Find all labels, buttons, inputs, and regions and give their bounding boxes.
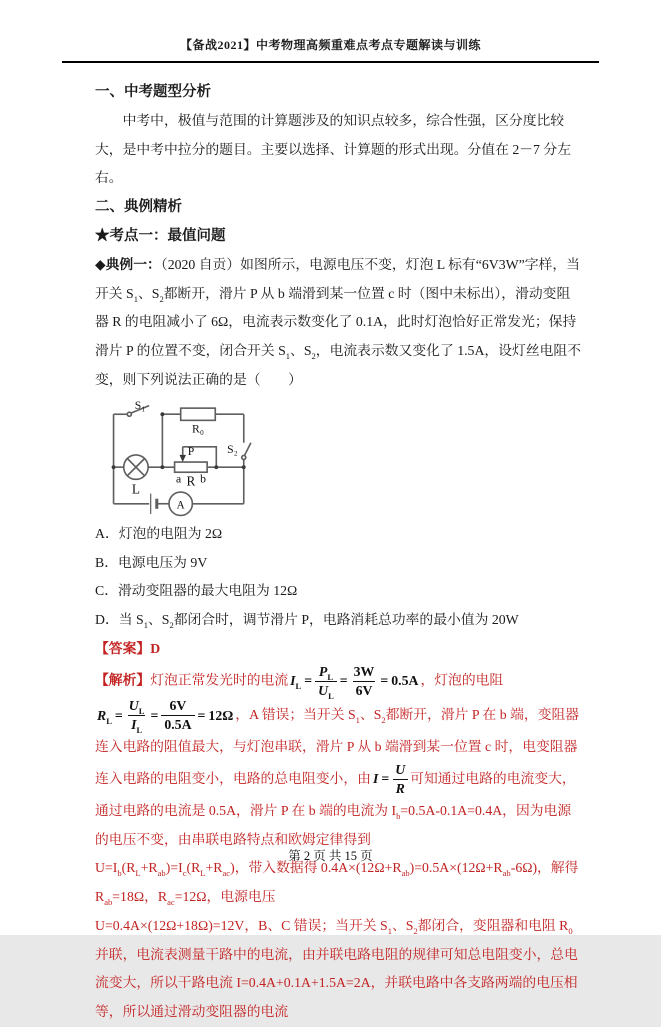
label-lamp: L <box>131 481 140 497</box>
option-c <box>95 577 583 606</box>
analysis-seg-2: ，灯泡的电阻 <box>420 672 504 688</box>
answer-label: 【答案】 <box>95 640 151 656</box>
slider-arrow-icon <box>179 455 186 462</box>
option-c-text: 滑动变阻器的最大电阻为 12Ω <box>118 583 298 599</box>
formula-ohms-law: I = $\frac{U}{R}$ <box>373 762 408 797</box>
label-ammeter: A <box>176 499 185 512</box>
label-s1: S₁ <box>134 398 146 412</box>
switch-s2-icon <box>242 455 246 459</box>
analysis-label: 【解析】 <box>95 672 151 688</box>
option-d-text: 当 $S_1$、$S_2$都闭合时，调节滑片 P，电路消耗总功率的最小值为 20W <box>118 612 519 630</box>
example-question <box>95 251 583 395</box>
section-analysis-paragraph: 中考中，极值与范围的计算题涉及的知识点较多，综合性强，区分度比较大，是中考中拉分的题目。主要以选择、计算题的形式出现。分值在 2－7 分左右。 <box>95 112 571 186</box>
label-a-terminal: a <box>176 472 182 486</box>
answer-value: D <box>150 640 161 656</box>
circuit-diagram <box>101 400 583 518</box>
analysis-paragraph-1 <box>95 664 583 855</box>
formula-lamp-resistance: $R_L$ = $\frac{U_L}{I_L}$ = $\frac{6V}{0.5A}$ = 12Ω <box>97 698 234 736</box>
option-d <box>95 606 583 635</box>
analysis-seg-3: ，A 错误；当开关 $S_1$、$S_2$都断开，滑片 P 在 b 端，变阻器连入电路的阻值最大，与灯泡串联，滑片 P 从 b 端滑到某一位置 c 时，电变阻器连入电路的电阻变小，电路的总电阻变小，由 <box>95 707 580 786</box>
analysis-paragraph-3: U=0.4A×(12Ω+18Ω)=12V，B、C 错误；当开关 $S_1$、$S_2$都闭合，变阻器和电阻 $R_0$并联，电流表测量干路中的电流，由并联电路电阻的规律可知总电阻变小，总电流变大，所以干路电流 I=0.4A+0.1A+1.5A=2A，并联电路中各支路两端的电压相等，所以通过滑动变阻器的电流 <box>95 917 578 1020</box>
label-s2: S₂ <box>227 442 238 456</box>
label-b-terminal: b <box>200 472 206 486</box>
content-area <box>95 74 583 1027</box>
section-heading-analysis: 一、中考题型分析 <box>95 84 211 100</box>
option-b-label: B． <box>95 554 118 570</box>
answer-line <box>95 635 583 664</box>
resistor-r0-icon <box>181 408 216 420</box>
label-r0: R₀ <box>192 422 204 436</box>
header-divider <box>62 61 599 63</box>
circuit-junctions <box>112 412 246 469</box>
page-footer <box>0 846 661 864</box>
label-p: P <box>187 444 195 458</box>
analysis-paragraph-2: $U=I_b(R_L+R_{ab})=I_c(R_L+R_{ac})$，带入数据得 $0.4A\times(12\Omega+R_{ab})=0.5A\times(12\Omega+R_{ab}-6\Omega)$，解得 $R_{ab}=18\Omega$，$R_{ac}=12\Omega$，电源电压 <box>95 860 579 907</box>
label-r: R <box>186 473 196 489</box>
section-heading-examples: 二、典例精析 <box>95 199 182 216</box>
option-d-label: D． <box>95 612 119 628</box>
option-b <box>95 549 583 578</box>
header-title: 【备战2021】中考物理高频重难点考点专题解读与训练 <box>179 38 481 52</box>
formula-lamp-current: $I_L$ = $\frac{P_L}{U_L}$ = $\frac{3W}{6V}$ = 0.5A <box>290 663 419 701</box>
example-label: ◆典例一： <box>95 256 161 272</box>
topic-heading-max-min: ★考点一：最值问题 <box>95 227 226 244</box>
analysis-seg-1: 灯泡正常发光时的电流 <box>150 672 289 688</box>
option-a <box>95 520 583 549</box>
question-text: （2020 自贡）如图所示，电源电压不变，灯泡 L 标有“6V3W”字样，当开关 $S_1$、$S_2$都断开，滑片 P 从 b 端滑到某一位置 c 时（图中未标出），滑动变阻器 R 的电阻减小了 6Ω，电流表示数变化了 0.1A，此时灯泡恰好正常发光；保持滑片 P 的位置不变，闭合开关 $S_1$、$S_2$，电流表示数又变化了 1.5A，设灯丝电阻不变，则下列说法正确的是（ ） <box>95 256 582 387</box>
option-c-label: C． <box>95 583 118 599</box>
page-header <box>0 36 661 53</box>
switch-s1-icon <box>127 412 131 416</box>
option-a-label: A． <box>95 525 119 541</box>
option-b-text: 电源电压为 9V <box>118 554 208 570</box>
footer-page-number: 第 2 页 共 15 页 <box>288 849 373 863</box>
analysis-seg-4: 可知通过电路的电流变大，通过电路的电流是 0.5A，滑片 P 在 b 端的电流为 $I_b=0.5A-0.1A=0.4A$，因为电源的电压不变，由串联电路特点和欧姆定律得到 <box>95 770 576 847</box>
circuit-svg <box>101 400 297 518</box>
option-a-text: 灯泡的电阻为 2Ω <box>118 525 223 541</box>
rheostat-icon <box>175 462 208 472</box>
